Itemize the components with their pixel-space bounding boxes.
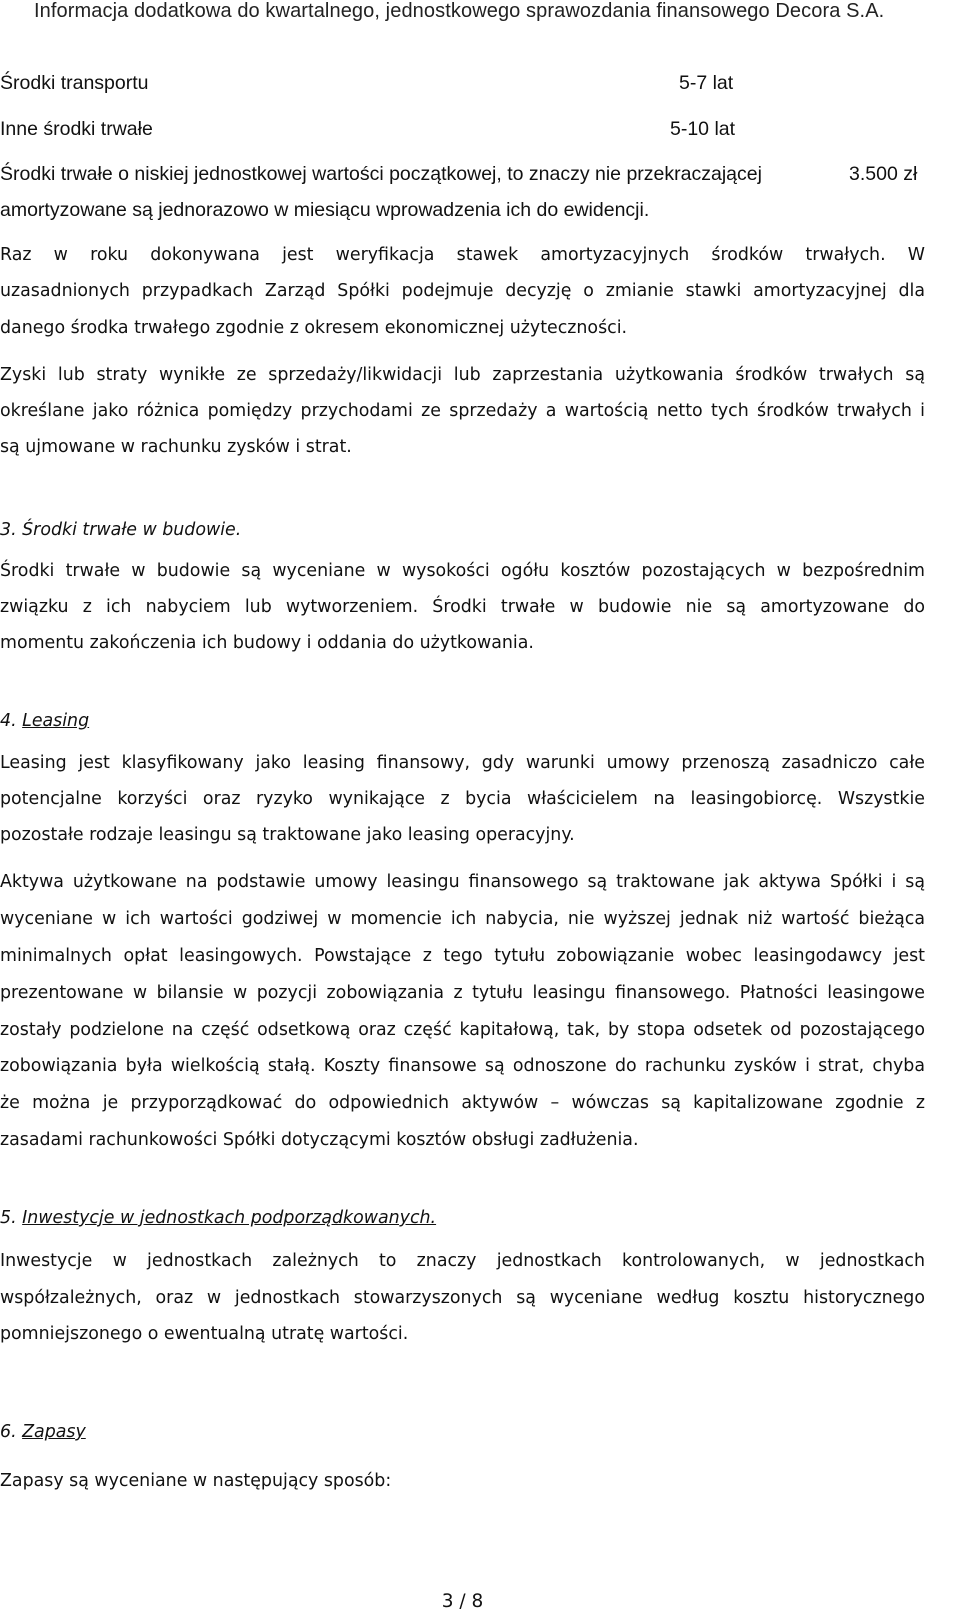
paragraph-line: określane jako różnica pomiędzy przychodami ze sprzedaży a wartością netto tych środków trwałych i xyxy=(0,401,925,421)
paragraph-line: Leasing jest klasyfikowany jako leasing finansowy, gdy warunki umowy przenoszą zasadniczo całe xyxy=(0,753,925,773)
depreciation-period: 5-10 lat xyxy=(670,118,736,140)
paragraph-line: potencjalne korzyści oraz ryzyko wynikające z bycia właścicielem na leasingobiorcę. Wszystkie xyxy=(0,789,925,809)
section-heading xyxy=(0,711,89,731)
section-title: Środki trwałe w budowie. xyxy=(22,520,242,540)
low-value-line: amortyzowane są jednorazowo w miesiącu wprowadzenia ich do ewidencji. xyxy=(0,199,650,221)
document-header: Informacja dodatkowa do kwartalnego, jednostkowego sprawozdania finansowego Decora S.A. xyxy=(34,0,885,22)
section-paragraph: Zapasy są wyceniane w następujący sposób: xyxy=(0,1471,392,1491)
paragraph-line: zostały podzielone na część odsetkową oraz część kapitałową, tak, by stopa odsetek od pozostającego xyxy=(0,1020,925,1040)
depreciation-period: 5-7 lat xyxy=(679,72,734,94)
low-value-threshold: 3.500 zł xyxy=(849,163,918,185)
paragraph-line: zasadami rachunkowości Spółki dotyczącymi kosztów obsługi zadłużenia. xyxy=(0,1130,639,1150)
paragraph-line: są ujmowane w rachunku zysków i strat. xyxy=(0,437,352,457)
asset-name: Inne środki trwałe xyxy=(0,118,153,140)
paragraph-line: wyceniane w ich wartości godziwej w momencie ich nabycia, nie wyższej jednak niż wartość bieżąca xyxy=(0,909,925,929)
paragraph-line: współzależnych, oraz w jednostkach stowarzyszonych są wyceniane według kosztu historycznego xyxy=(0,1288,925,1308)
paragraph-line: prezentowane w bilansie w pozycji zobowiązania z tytułu leasingu finansowego. Płatności leasingowe xyxy=(0,983,925,1003)
paragraph-line: że można je przyporządkować do odpowiednich aktywów – wówczas są kapitalizowane zgodnie z xyxy=(0,1093,925,1113)
section-number: 6. xyxy=(0,1422,17,1442)
asset-name: Środki transportu xyxy=(0,72,149,94)
section-heading xyxy=(0,1422,86,1442)
paragraph-line: minimalnych opłat leasingowych. Powstające z tego tytułu zobowiązanie wobec leasingodawcy jest xyxy=(0,946,925,966)
section-heading xyxy=(0,520,241,540)
paragraph-line: Raz w roku dokonywana jest weryfikacja stawek amortyzacyjnych środków trwałych. W xyxy=(0,245,925,265)
paragraph-line: związku z ich nabyciem lub wytworzeniem. Środki trwałe w budowie nie są amortyzowane do xyxy=(0,597,925,617)
paragraph-line: Inwestycje w jednostkach zależnych to znaczy jednostkach kontrolowanych, w jednostkach xyxy=(0,1251,925,1271)
section-number: 3. xyxy=(0,520,17,540)
section-number: 5. xyxy=(0,1208,17,1228)
section-title: Inwestycje w jednostkach podporządkowanych. xyxy=(22,1208,437,1228)
paragraph-line: danego środka trwałego zgodnie z okresem ekonomicznej użyteczności. xyxy=(0,318,628,338)
low-value-line: Środki trwałe o niskiej jednostkowej wartości początkowej, to znaczy nie przekraczającej xyxy=(0,163,762,185)
paragraph-line: uzasadnionych przypadkach Zarząd Spółki podejmuje decyzję o zmianie stawki amortyzacyjnej dla xyxy=(0,281,925,301)
paragraph-line: pomniejszonego o ewentualną utratę wartości. xyxy=(0,1324,409,1344)
paragraph-line: Aktywa użytkowane na podstawie umowy leasingu finansowego są traktowane jak aktywa Spółki i są xyxy=(0,872,925,892)
section-title: Zapasy xyxy=(22,1422,86,1442)
paragraph-line: zobowiązania była wielkością stałą. Koszty finansowe są odnoszone do rachunku zysków i strat, chyba xyxy=(0,1056,925,1076)
paragraph-line: momentu zakończenia ich budowy i oddania do użytkowania. xyxy=(0,633,534,653)
page-number: 3 / 8 xyxy=(441,1591,484,1612)
paragraph-line: Zyski lub straty wynikłe ze sprzedaży/likwidacji lub zaprzestania użytkowania środków trwałych są xyxy=(0,365,925,385)
section-heading xyxy=(0,1208,436,1228)
section-title: Leasing xyxy=(22,711,90,731)
section-number: 4. xyxy=(0,711,17,731)
paragraph-line: pozostałe rodzaje leasingu są traktowane jako leasing operacyjny. xyxy=(0,825,575,845)
paragraph-line: Środki trwałe w budowie są wyceniane w wysokości ogółu kosztów pozostających w bezpośrednim xyxy=(0,561,925,581)
